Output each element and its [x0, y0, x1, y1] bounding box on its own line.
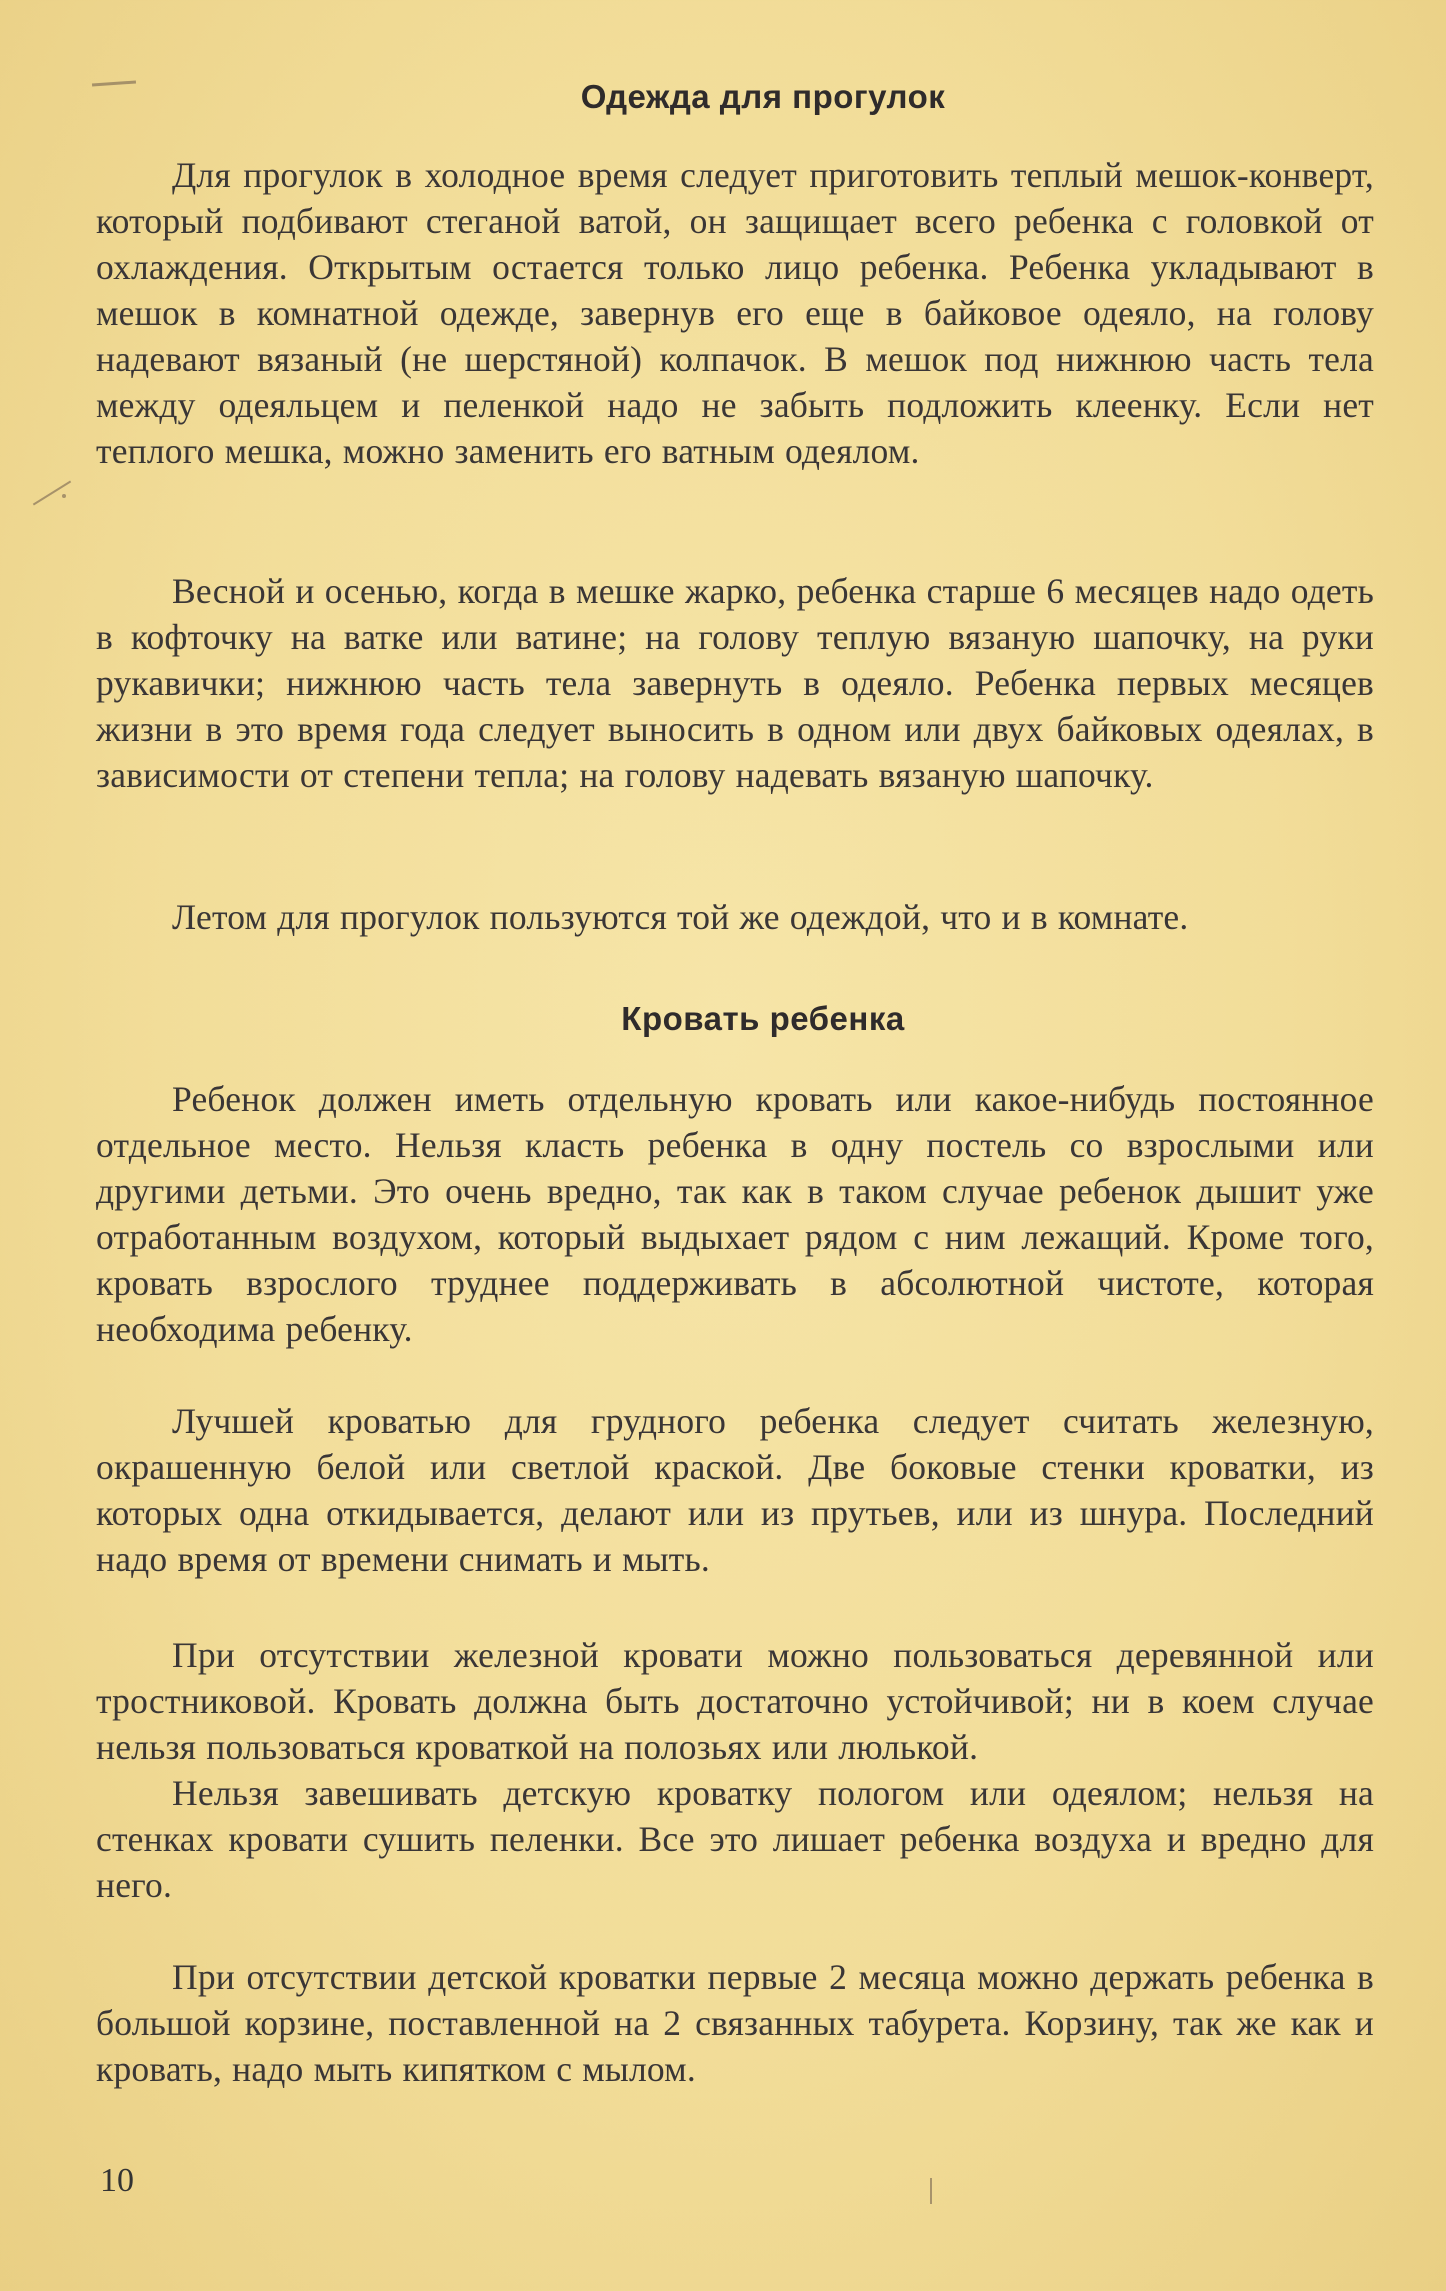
- paragraph: Ребенок должен иметь отдельную кровать или какое-нибудь постоянное отдельное место. Нельзя класть ребенка в одну постель со взрослыми или другими детьми. Это очень вредно, так как в таком случае ребенок дышит уже отработанным воздухом, который выдыхает рядом с ним лежащий. Кроме того, кровать взрослого труднее поддерживать в абсолютной чистоте, которая необходима ребенку.: [96, 1079, 1374, 1349]
- paragraph: Для прогулок в холодное время следует приготовить теплый мешок-конверт, который подбивают стеганой ватой, он защищает всего ребенка с головкой от охлаждения. Открытым остается только лицо ребенка. Ребенка укладывают в мешок в комнатной одежде, завернув его еще в байковое одеяло, на голову надевают вязаный (не шерстяной) колпачок. В мешок под нижнюю часть тела между одеяльцем и пеленкой надо не забыть подложить клеенку. Если нет теплого мешка, можно заменить его ватным одеялом.: [96, 155, 1374, 471]
- paragraph: При отсутствии детской кроватки первые 2 месяца можно держать ребенка в большой корзине, поставленной на 2 связанных табурета. Корзину, так же как и кровать, надо мыть кипятком с мылом.: [96, 1957, 1374, 2089]
- ink-dot: [62, 494, 66, 498]
- paragraph: При отсутствии железной кровати можно пользоваться деревянной или тростниковой. Кровать должна быть достаточно устойчивой; ни в коем случае нельзя пользоваться кроваткой на полозьях или люлькой.: [96, 1635, 1374, 1767]
- section-title-walk-clothing: Одежда для прогулок: [580, 78, 946, 115]
- paragraph: Нельзя завешивать детскую кроватку пологом или одеялом; нельзя на стенках кровати сушить пеленки. Все это лишает ребенка воздуха и вредно для него.: [96, 1773, 1374, 1905]
- paragraph: Весной и осенью, когда в мешке жарко, ребенка старше 6 месяцев надо одеть в кофточку на ватке или ватине; на голову теплую вязаную шапочку, на руки рукавички; нижнюю часть тела завернуть в одеяло. Ребенка первых месяцев жизни в это время года следует выносить в одном или двух байковых одеялах, в зависимости от степени тепла; на голову надевать вязаную шапочку.: [96, 571, 1374, 795]
- page-number: 10: [100, 2162, 134, 2199]
- print-mark: [930, 2178, 932, 2204]
- paragraph: Летом для прогулок пользуются той же одеждой, что и в комнате.: [172, 897, 1189, 937]
- pencil-mark: [33, 480, 71, 505]
- section-title-child-bed: Кровать ребенка: [621, 1000, 905, 1037]
- paragraph: Лучшей кроватью для грудного ребенка следует считать железную, окрашенную белой или светлой краской. Две боковые стенки кроватки, из которых одна откидывается, делают или из прутьев, или из шнура. Последний надо время от времени снимать и мыть.: [96, 1401, 1374, 1579]
